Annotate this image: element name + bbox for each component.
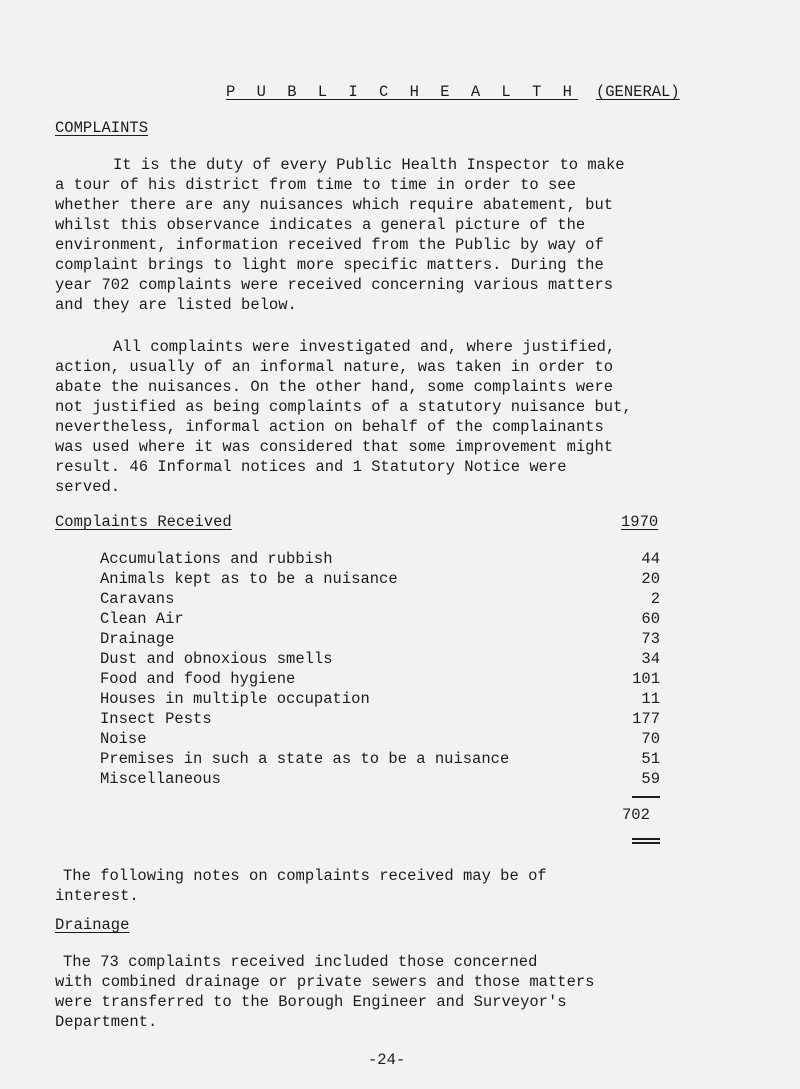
total-rule-top [632,796,660,798]
row-value: 60 [641,610,660,628]
row-label: Premises in such a state as to be a nuisance [100,750,510,768]
paragraph-line: were transferred to the Borough Engineer and Surveyor's [55,993,567,1011]
paragraph-line: The following notes on complaints received may be of [63,867,547,885]
paragraph-line: complaint brings to light more specific matters. During the [55,256,604,274]
paragraph-line: whether there are any nuisances which require abatement, but [55,196,614,214]
row-value: 2 [650,590,660,608]
row-value: 20 [641,570,660,588]
row-label: Houses in multiple occupation [100,690,370,708]
total-rule-double-2 [632,842,660,844]
table-row [100,769,660,789]
row-label: Dust and obnoxious smells [100,650,333,668]
row-value: 34 [641,650,660,668]
complaints-table-year: 1970 [621,513,659,531]
row-value: 73 [641,630,660,648]
paragraph-line: All complaints were investigated and, where justified, [113,338,616,356]
paragraph-line: whilst this observance indicates a general picture of the [55,216,586,234]
page-title-main: P U B L I C H E A L T H [226,83,578,101]
row-label: Accumulations and rubbish [100,550,333,568]
table-row [100,749,660,769]
row-label: Drainage [100,630,175,648]
paragraph-line: with combined drainage or private sewers and those matters [55,973,595,991]
paragraph-line: environment, information received from the Public by way of [55,236,604,254]
table-row [100,589,660,609]
row-value: 44 [641,550,660,568]
row-label: Food and food hygiene [100,670,296,688]
row-label: Insect Pests [100,710,212,728]
table-row [100,649,660,669]
row-label: Caravans [100,590,175,608]
page-title-sub: (GENERAL) [595,83,680,101]
paragraph-line: action, usually of an informal nature, was taken in order to [55,358,614,376]
row-label: Noise [100,730,147,748]
row-value: 177 [632,710,660,728]
table-row [100,709,660,729]
total-rule-double-1 [632,838,660,840]
table-row [100,569,660,589]
intro-paragraph [55,155,725,315]
paragraph-line: nevertheless, informal action on behalf of the complainants [55,418,604,436]
paragraph-line: not justified as being complaints of a statutory nuisance but, [55,398,632,416]
paragraph-line: It is the duty of every Public Health Inspector to make [113,156,625,174]
page-number: -24- [368,1051,406,1069]
paragraph-line: interest. [55,887,139,905]
page-title [226,83,680,101]
complaints-total: 702 [622,806,650,824]
table-row [100,629,660,649]
drainage-heading: Drainage [55,916,130,934]
table-row [100,549,660,569]
action-paragraph [55,337,725,497]
row-value: 51 [641,750,660,768]
paragraph-line: a tour of his district from time to time in order to see [55,176,576,194]
row-label: Clean Air [100,610,184,628]
complaints-table [100,549,660,789]
paragraph-line: abate the nuisances. On the other hand, some complaints were [55,378,614,396]
paragraph-line: was used where it was considered that some improvement might [55,438,614,456]
section-heading-complaints: COMPLAINTS [55,119,149,137]
table-row [100,609,660,629]
paragraph-line: and they are listed below. [55,296,297,314]
paragraph-line: year 702 complaints were received concerning various matters [55,276,614,294]
table-row [100,669,660,689]
table-row [100,689,660,709]
row-value: 101 [632,670,660,688]
drainage-paragraph [55,952,725,1032]
row-label: Animals kept as to be a nuisance [100,570,398,588]
paragraph-line: served. [55,478,121,496]
row-value: 59 [641,770,660,788]
paragraph-line: result. 46 Informal notices and 1 Statutory Notice were [55,458,567,476]
row-value: 70 [641,730,660,748]
notes-intro-paragraph [55,866,725,906]
row-value: 11 [641,690,660,708]
table-row [100,729,660,749]
complaints-table-heading: Complaints Received [55,513,232,531]
row-label: Miscellaneous [100,770,221,788]
paragraph-line: Department. [55,1013,158,1031]
paragraph-line: The 73 complaints received included those concerned [63,953,538,971]
